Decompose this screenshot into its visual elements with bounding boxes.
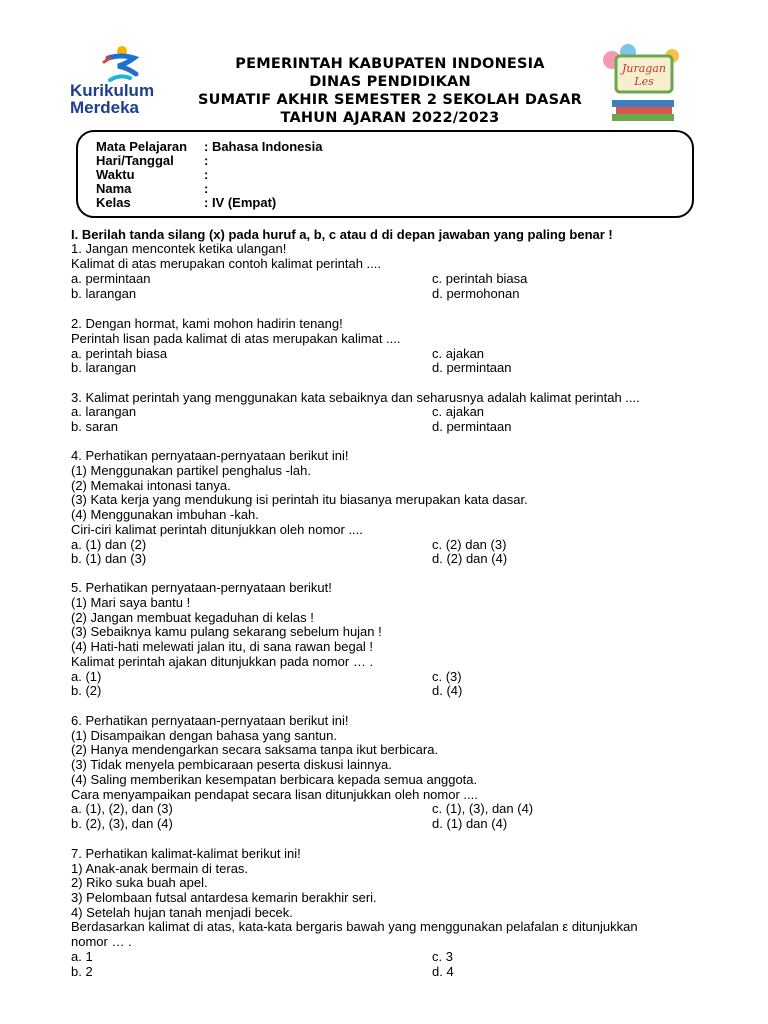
exam-header <box>150 55 630 127</box>
q1-option-c: c. perintah biasa <box>432 271 528 286</box>
q6-option-a: a. (1), (2), dan (3) <box>71 801 173 816</box>
q7-option-b: b. 2 <box>71 964 93 979</box>
mapel-label: Mata Pelajaran <box>96 139 188 154</box>
header-line2: DINAS PENDIDIKAN <box>309 74 471 90</box>
q2-question: 2. Dengan hormat, kami mohon hadirin tenang! <box>71 316 343 331</box>
q3-option-c: c. ajakan <box>432 404 485 419</box>
q7-sentence-3: 3) Pelombaan futsal antardesa kemarin berakhir seri. <box>71 890 377 905</box>
q4-statement-1: (1) Menggunakan partikel penghalus -lah. <box>71 463 311 478</box>
q2-option-a: a. perintah biasa <box>71 346 168 361</box>
logo-right-line1: Juragan <box>622 62 666 75</box>
q1-option-d: d. permohonan <box>432 286 520 301</box>
header-line3: SUMATIF AKHIR SEMESTER 2 SEKOLAH DASAR <box>197 92 583 108</box>
q4-statement-4: (4) Menggunakan imbuhan -kah. <box>71 507 259 522</box>
q2-option-b: b. larangan <box>71 360 137 375</box>
identity-row-hari <box>96 154 208 168</box>
q4-option-b: b. (1) dan (3) <box>71 551 147 566</box>
q4-option-c: c. (2) dan (3) <box>432 537 507 552</box>
q4-question: 4. Perhatikan pernyataan-pernyataan berikut ini! <box>71 448 349 463</box>
q6-option-c: c. (1), (3), dan (4) <box>432 801 534 816</box>
q1-question: 1. Jangan mencontek ketika ulangan! <box>71 241 287 256</box>
q7-sentence-4: 4) Setelah hujan tanah menjadi becek. <box>71 905 293 920</box>
q1-option-a: a. permintaan <box>71 271 151 286</box>
header-line1: PEMERINTAH KABUPATEN INDONESIA <box>235 56 545 72</box>
q6-statement-2: (2) Hanya mendengarkan secara saksama tanpa ikut berbicara. <box>71 742 439 757</box>
q2-option-c: c. ajakan <box>432 346 485 361</box>
q7-option-a: a. 1 <box>71 949 93 964</box>
q2-stem: Perintah lisan pada kalimat di atas merupakan kalimat .... <box>71 331 401 346</box>
q5-question: 5. Perhatikan pernyataan-pernyataan berikut! <box>71 580 332 595</box>
q5-option-d: d. (4) <box>432 683 463 698</box>
q5-option-c: c. (3) <box>432 669 462 684</box>
q4-statement-3: (3) Kata kerja yang mendukung isi perintah itu biasanya merupakan kata dasar. <box>71 492 528 507</box>
q6-option-b: b. (2), (3), dan (4) <box>71 816 173 831</box>
kelas-label: Kelas <box>96 195 131 210</box>
q5-statement-2: (2) Jangan membuat kegaduhan di kelas ! <box>71 610 314 625</box>
q7-sentence-1: 1) Anak-anak bermain di teras. <box>71 861 249 876</box>
logo-left-line2: Merdeka <box>70 98 139 117</box>
q2-option-d: d. permintaan <box>432 360 512 375</box>
logo-right-line2: Les <box>634 75 654 88</box>
q4-option-d: d. (2) dan (4) <box>432 551 508 566</box>
q6-statement-1: (1) Disampaikan dengan bahasa yang santun. <box>71 728 337 743</box>
q6-question: 6. Perhatikan pernyataan-pernyataan berikut ini! <box>71 713 349 728</box>
kelas-value: : IV (Empat) <box>204 195 277 210</box>
mapel-value: : Bahasa Indonesia <box>204 139 323 154</box>
q4-statement-2: (2) Memakai intonasi tanya. <box>71 478 231 493</box>
q5-stem: Kalimat perintah ajakan ditunjukkan pada nomor … . <box>71 654 374 669</box>
hari-label: Hari/Tanggal <box>96 153 174 168</box>
q6-option-d: d. (1) dan (4) <box>432 816 508 831</box>
q3-option-b: b. saran <box>71 419 118 434</box>
q3-question: 3. Kalimat perintah yang menggunakan kata sebaiknya dan seharusnya adalah kalimat perintah .... <box>71 390 640 405</box>
q5-statement-1: (1) Mari saya bantu ! <box>71 595 191 610</box>
identity-row-kelas <box>96 196 276 210</box>
q7-question: 7. Perhatikan kalimat-kalimat berikut ini! <box>71 846 301 861</box>
instruction: I. Berilah tanda silang (x) pada huruf a, b, c atau d di depan jawaban yang paling benar ! <box>71 227 613 242</box>
q7-sentence-2: 2) Riko suka buah apel. <box>71 875 208 890</box>
waktu-value: : <box>204 167 209 182</box>
q7-option-c: c. 3 <box>432 949 453 964</box>
q5-option-b: b. (2) <box>71 683 102 698</box>
q3-option-a: a. larangan <box>71 404 137 419</box>
q6-statement-4: (4) Saling memberikan kesempatan berbicara kepada semua anggota. <box>71 772 478 787</box>
identity-row-waktu <box>96 168 208 182</box>
identity-row-nama <box>96 182 208 196</box>
q7-stem-cont: nomor … . <box>71 934 132 949</box>
q1-stem: Kalimat di atas merupakan contoh kalimat perintah .... <box>71 256 381 271</box>
hari-value: : <box>204 153 209 168</box>
nama-label: Nama <box>96 181 132 196</box>
nama-value: : <box>204 181 209 196</box>
q4-option-a: a. (1) dan (2) <box>71 537 147 552</box>
q7-stem: Berdasarkan kalimat di atas, kata-kata bergaris bawah yang menggunakan pelafalan ε ditunjukkan <box>71 919 638 934</box>
identity-row-mapel <box>96 140 322 154</box>
waktu-label: Waktu <box>96 167 135 182</box>
q1-option-b: b. larangan <box>71 286 137 301</box>
q6-statement-3: (3) Tidak menyela pembicaraan peserta diskusi lainnya. <box>71 757 392 772</box>
q5-statement-4: (4) Hati-hati melewati jalan itu, di sana rawan begal ! <box>71 639 374 654</box>
q5-option-a: a. (1) <box>71 669 102 684</box>
q7-option-d: d. 4 <box>432 964 454 979</box>
header-line4: TAHUN AJARAN 2022/2023 <box>280 110 500 126</box>
logo-left-line1: Kurikulum <box>70 81 155 100</box>
q4-stem: Ciri-ciri kalimat perintah ditunjukkan oleh nomor .... <box>71 522 363 537</box>
q5-statement-3: (3) Sebaiknya kamu pulang sekarang sebelum hujan ! <box>71 624 382 639</box>
q3-option-d: d. permintaan <box>432 419 512 434</box>
q6-stem: Cara menyampaikan pendapat secara lisan ditunjukkan oleh nomor .... <box>71 787 478 802</box>
